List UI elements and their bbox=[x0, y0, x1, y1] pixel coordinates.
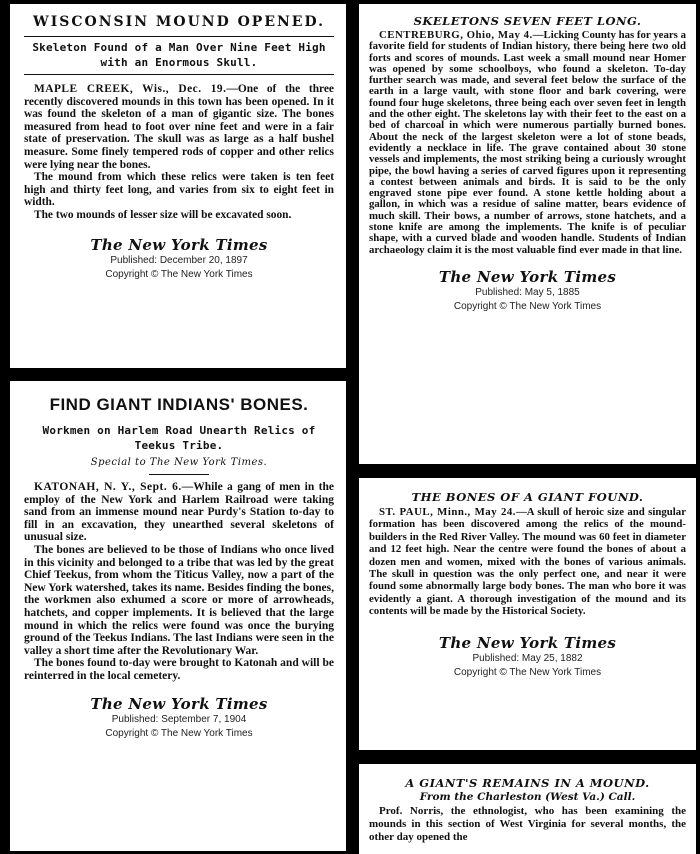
nyt-masthead: The New York Times bbox=[90, 235, 268, 254]
headline: THE BONES OF A GIANT FOUND. bbox=[411, 490, 644, 504]
published-date: Published: September 7, 1904 bbox=[111, 713, 247, 725]
published-date: Published: May 5, 1885 bbox=[475, 286, 580, 298]
copyright: Copyright © The New York Times bbox=[105, 268, 253, 280]
published-date: Published: May 25, 1882 bbox=[472, 652, 583, 664]
article-clipping-centreburg bbox=[359, 4, 696, 464]
copyright: Copyright © The New York Times bbox=[453, 300, 602, 312]
divider bbox=[24, 74, 334, 75]
dateline: KATONAH, N. Y., Sept. 6. bbox=[34, 481, 182, 493]
headline: WISCONSIN MOUND OPENED. bbox=[33, 14, 325, 30]
headline: FIND GIANT INDIANS' BONES. bbox=[49, 395, 309, 414]
article-paragraph: MAPLE CREEK, Wis., Dec. 19.—One of the three recently discovered mounds in this town has been opened. In it was found the skeleton of a man of gigantic size. The bones measured from head to foot over nine feet and were in a fair state of preservation. The skull was as large as a half bushel measure. Some finely tempered rods of copper and other relics were lying near the bones. bbox=[24, 83, 334, 171]
article-paragraph: ST. PAUL, Minn., May 24.—A skull of heroic size and singular formation has been discovered among the relics of the mound-builders in the Red River Valley. The mound was 60 feet in diameter and 12 feet high. Near the centre were found the bones of about a dozen men and women, mixed with the bones of various animals. The skull in question was the only perfect one, and near it were found some abnormally large body bones. The man who bore it was evidently a giant. A thorough investigation of the mound and its contents will be made by the Historical Society. bbox=[369, 506, 686, 618]
headline: A GIANT'S REMAINS IN A MOUND. bbox=[405, 776, 650, 790]
source-footer bbox=[24, 695, 334, 741]
headline: SKELETONS SEVEN FEET LONG. bbox=[413, 14, 642, 28]
dateline: MAPLE CREEK, Wis., Dec. 19. bbox=[34, 83, 227, 95]
article-paragraph: Prof. Norris, the ethnologist, who has been examining the mounds in this section of West Virginia for several months, the other day opened the bbox=[369, 805, 686, 843]
article-clipping-charleston bbox=[359, 764, 696, 854]
article-paragraph: The two mounds of lesser size will be excavated soon. bbox=[34, 208, 292, 221]
nyt-masthead: The New York Times bbox=[438, 267, 617, 286]
subhead: From the Charleston (West Va.) Call. bbox=[419, 791, 636, 803]
nyt-masthead: The New York Times bbox=[438, 633, 617, 652]
copyright: Copyright © The New York Times bbox=[105, 727, 253, 739]
article-clipping-katonah bbox=[10, 381, 346, 851]
deck: Workmen on Harlem Road Unearth Relics of Teekus Tribe. bbox=[42, 424, 316, 452]
source-footer bbox=[369, 634, 686, 680]
article-clipping-st-paul bbox=[359, 478, 696, 750]
special-credit: Special to The New York Times. bbox=[90, 457, 268, 468]
article-paragraph: CENTREBURG, Ohio, May 4.—Licking County has for years a favorite field for students of Indian history, there being here two old forts and scores of mounds. Last week a small mound near Homer was opened by some schoolboys, who found a skeleton. To-day further search was made, and several feet below the surface of the earth in a large vault, with stone floor and bark covering, were found four huge skeletons, three being each over seven feet in length and the other eight. The skeletons lay with their feet to the east on a bed of charcoal in which were numerous partially burned bones. About the neck of the largest skeleton were a lot of stone beads, evidently a necklace in life. The grave contained about 30 stone vessels and implements, the most striking being a curiously wrought pipe, the bowl having a series of carved figures upon it representing a contest between animals and birds. It is said to be the only engraved stone pipe ever found. A stone kettle holding about a gallon, in which was a residue of saline matter, bears evidence of much skill. Their bows, a number of arrows, stone hatchets, and a stone knife are among the implements. The knife is of peculiar shape, with a curved blade and wooden handle. Students of Indian archaeology claim it is the most valuable find ever made in that line. bbox=[369, 29, 686, 256]
published-date: Published: December 20, 1897 bbox=[110, 254, 248, 266]
article-paragraph: The mound from which these relics were taken is ten feet high and thirty feet long, and varies from six to eight feet in width. bbox=[24, 171, 334, 209]
copyright: Copyright © The New York Times bbox=[453, 666, 602, 678]
deck: Skeleton Found of a Man Over Nine Feet High with an Enormous Skull. bbox=[32, 41, 326, 69]
article-paragraph: The bones are believed to be those of Indians who once lived in this vicinity and belonged to a tribe that was led by the great Chief Teekus, from whom the Titicus Valley, now a part of the New York watershed, takes its name. Besides finding the bones, the workmen also exhumed a score or more of arrowheads, hatchets, and copper implements. It is believed that the large mound in which the relics were found was once the burying ground of the Teekus Indians. The last Indians were seen in the valley a short time after the Revolutionary War. bbox=[24, 543, 334, 657]
divider bbox=[149, 474, 209, 475]
source-footer bbox=[369, 268, 686, 314]
article-paragraph: KATONAH, N. Y., Sept. 6.—While a gang of men in the employ of the New York and Harlem Railroad were taking sand from an immense mound near Purdy's Station to-day to fill in an excavation, they unearthed several skeletons of unusual size. bbox=[24, 481, 334, 544]
divider bbox=[24, 36, 334, 37]
article-clipping-wisconsin bbox=[10, 4, 346, 368]
source-footer bbox=[24, 236, 334, 282]
article-paragraph: The bones found to-day were brought to Katonah and will be reinterred in the local cemetery. bbox=[24, 657, 334, 682]
nyt-masthead: The New York Times bbox=[90, 694, 268, 713]
dateline: ST. PAUL, Minn., May 24. bbox=[379, 506, 516, 518]
dateline: CENTREBURG, Ohio, May 4. bbox=[379, 29, 533, 41]
